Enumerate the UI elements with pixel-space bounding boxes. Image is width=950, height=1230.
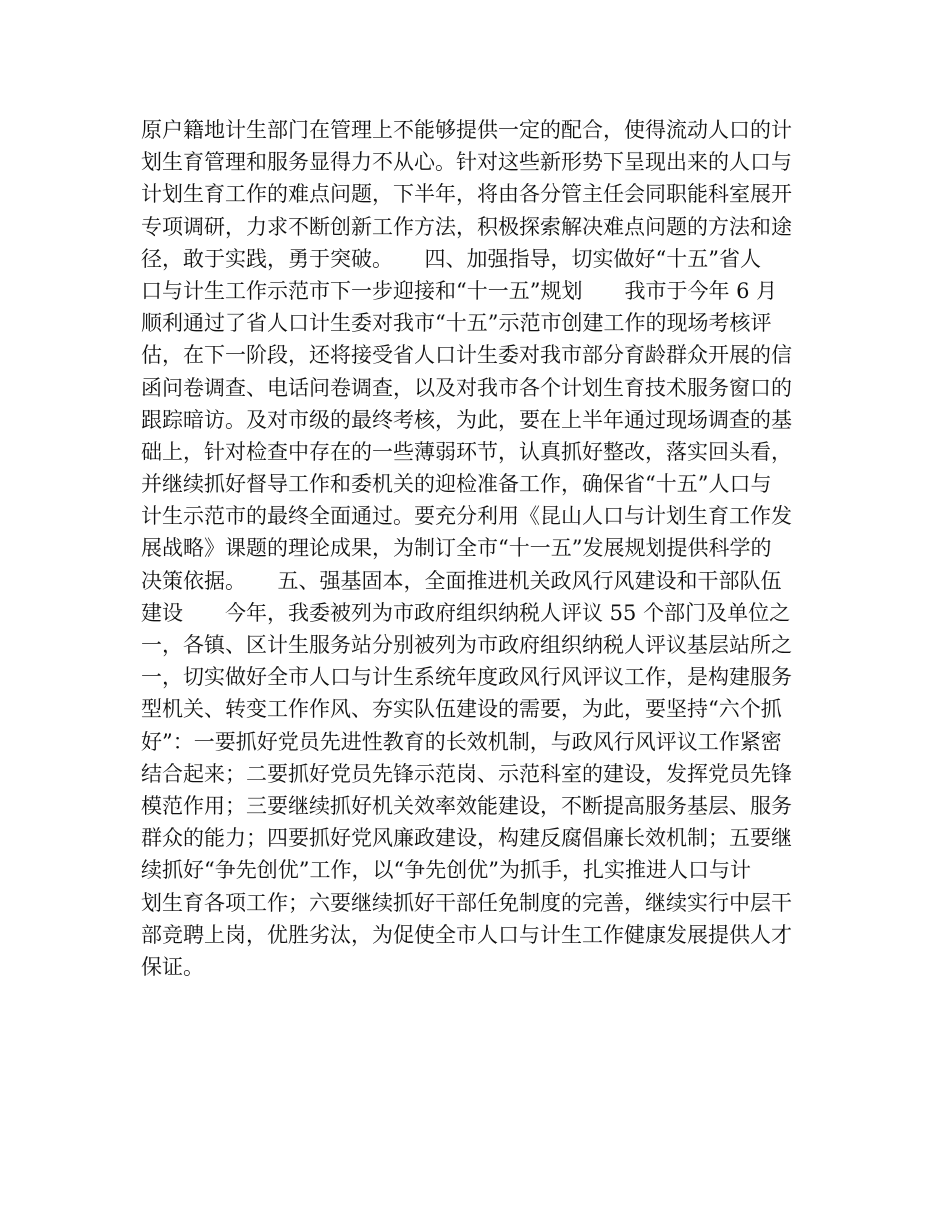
text-line: 模范作用；三要继续抓好机关效率效能建设，不断提高服务基层、服务 [141,793,792,818]
text-line: 部竞聘上岗，优胜劣汰，为促使全市人口与计生工作健康发展提供人才 [141,922,792,947]
text-line: 计划生育工作的难点问题，下半年，将由各分管主任会同职能科室展开 [141,182,792,207]
text-line: 一，各镇、区计生服务站分别被列为市政府组织纳税人评议基层站所之 [141,633,792,657]
text-line: 口与计生工作示范市下一步迎接和“十一五”规划 我市于今年 6 月 [141,278,778,303]
text-line: 建设 今年，我委被列为市政府组织纳税人评议 55 个部门及单位之 [141,600,791,625]
text-line: 结合起来；二要抓好党员先锋示范岗、示范科室的建设，发挥党员先锋 [141,761,792,786]
text-line: 决策依据。 五、强基固本，全面推进机关政风行风建设和干部队伍 [141,568,782,593]
text-line: 原户籍地计生部门在管理上不能够提供一定的配合，使得流动人口的计 [141,118,792,142]
text-line: 保证。 [141,954,204,979]
text-line: 一，切实做好全市人口与计生系统年度政风行风评议工作，是构建服务 [141,665,792,690]
text-line: 展战略》课题的理论成果，为制订全市“十一五”发展规划提供科学的 [141,536,772,561]
text-line: 并继续抓好督导工作和委机关的迎检准备工作，确保省“十五”人口与 [141,472,772,497]
text-line: 专项调研，力求不断创新工作方法，积极探索解决难点问题的方法和途 [141,214,792,239]
text-line: 计生示范市的最终全面通过。要充分利用《昆山人口与计划生育工作发 [141,504,792,529]
text-line: 径，敢于实践，勇于突破。 四、加强指导，切实做好“十五”省人 [141,246,761,271]
text-line: 群众的能力；四要抓好党风廉政建设，构建反腐倡廉长效机制；五要继 [141,826,792,851]
text-line: 划生育各项工作；六要继续抓好干部任免制度的完善，继续实行中层干 [141,890,792,915]
text-line: 划生育管理和服务显得力不从心。针对这些新形势下呈现出来的人口与 [141,150,792,175]
text-line: 函问卷调查、电话问卷调查，以及对我市各个计划生育技术服务窗口的 [141,375,792,400]
text-line: 跟踪暗访。及对市级的最终考核，为此，要在上半年通过现场调查的基 [141,407,792,432]
body-text [141,114,821,983]
text-line: 型机关、转变工作作风、夯实队伍建设的需要，为此，要坚持“六个抓 [141,697,782,722]
text-line: 续抓好“争先创优”工作，以“争先创优”为抓手，扎实推进人口与计 [141,858,751,883]
text-line: 顺利通过了省人口计生委对我市“十五”示范市创建工作的现场考核评 [141,311,772,336]
text-line: 础上，针对检查中存在的一些薄弱环节，认真抓好整改，落实回头看， [141,439,792,464]
text-line: 估，在下一阶段，还将接受省人口计生委对我市部分育龄群众开展的信 [141,343,792,368]
text-line: 好”：一要抓好党员先进性教育的长效机制，与政风行风评议工作紧密 [141,729,782,754]
